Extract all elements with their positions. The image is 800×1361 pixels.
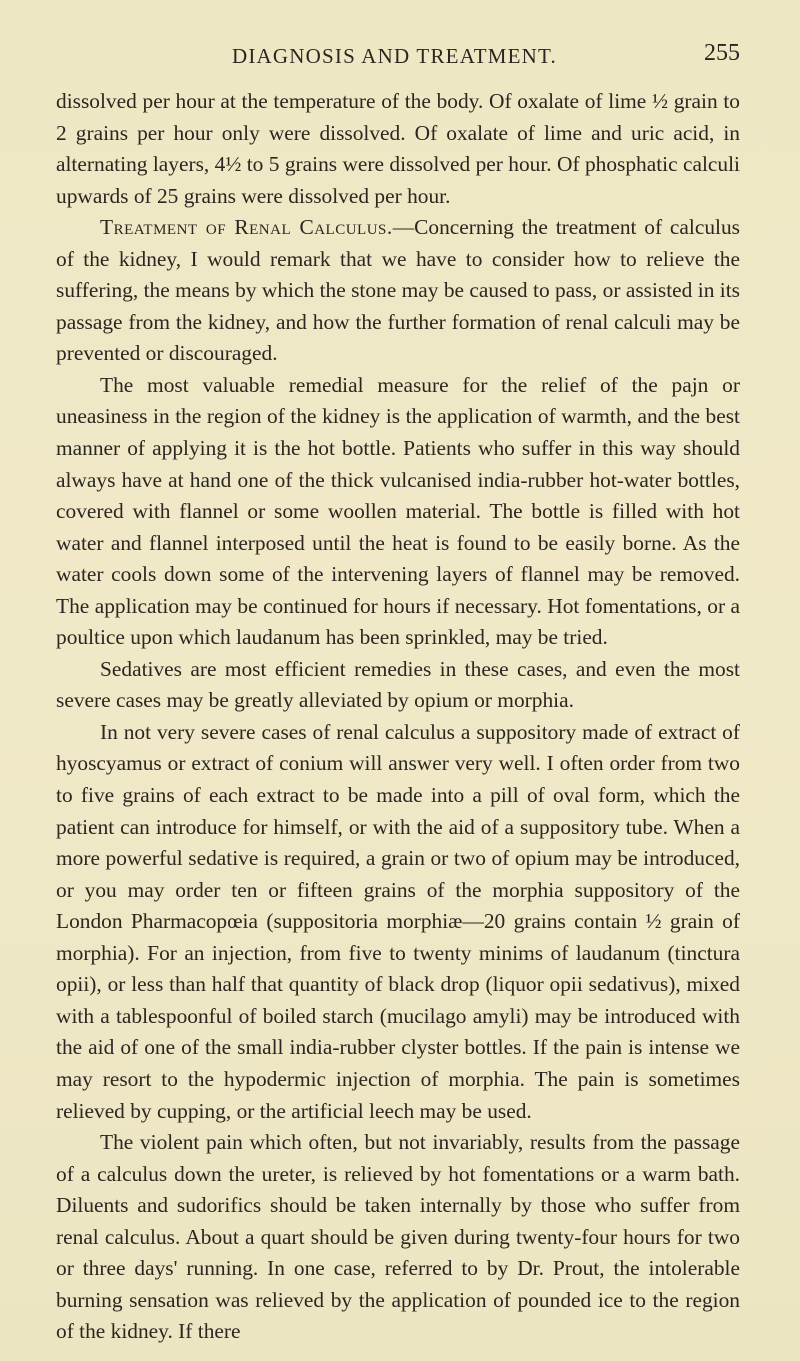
body-text <box>56 86 740 1348</box>
paragraph-sedatives: Sedatives are most efficient remedies in these cases, and even the most severe cases may be greatly alleviated by opium or morphia. <box>56 656 740 713</box>
paragraph-treatment <box>56 212 740 370</box>
paragraph-suppository: In not very severe cases of renal calculus a suppository made of extract of hyoscyamus or extract of conium will answer very well. I often order from two to five grains of each extract to be made into a pill of oval form, which the patient can introduce for himself, or with the aid of a suppository tube. When a more powerful sedative is required, a grain or two of opium may be introduced, or you may order ten or fifteen grains of the morphia suppository of the London Pharmacopœia (suppositoria morphiæ—20 grains contain ½ grain of morphia). For an injection, from five to twenty minims of laudanum (tinctura opii), or less than half that quantity of black drop (liquor opii sedativus), mixed with a tablespoonful of boiled starch (mucilago amyli) may be introduced with the aid of one of the small india-rubber clyster bottles. If the pain is intense we may resort to the hypodermic injection of morphia. The pain is sometimes relieved by cupping, or the artificial leech may be used. <box>56 719 740 1123</box>
paragraph-warmth: The most valuable remedial measure for the relief of the pajn or uneasiness in the region of the kidney is the application of warmth, and the best manner of applying it is the hot bottle. Patients who suffer in this way should always have at hand one of the thick vulcanised india-rubber hot-water bottles, covered with flannel or some woollen material. The bottle is filled with hot water and flannel interposed until the heat is found to be easily borne. As the water cools down some of the intervening layers of flannel may be removed. The application may be continued for hours if necessary. Hot fomentations, or a poultice upon which laudanum has been sprinkled, may be tried. <box>56 372 740 650</box>
running-head: DIAGNOSIS AND TREATMENT. <box>232 44 557 68</box>
paragraph-continuation: dissolved per hour at the temperature of the body. Of oxalate of lime ½ grain to 2 grains per hour only were dissolved. Of oxalate of lime and uric acid, in alternating layers, 4½ to 5 grains were dissolved per hour. Of phosphatic calculi upwards of 25 grains were dissolved per hour. <box>56 89 740 208</box>
section-heading: Treatment of Renal Calculus. <box>100 215 393 240</box>
paragraph-text: —Concerning the treatment of calculus of the kidney, I would remark that we have to consider how to relieve the suffering, the means by which the stone may be caused to pass, or assisted in its passage from the kidney, and how the further formation of renal calculi may be prevented or discouraged. <box>56 215 740 366</box>
page-header <box>0 40 800 74</box>
page-number: 255 <box>704 40 740 66</box>
paragraph-ureter: The violent pain which often, but not invariably, results from the passage of a calculus down the ureter, is relieved by hot fomentations or a warm bath. Diluents and sudorifics should be taken internally by those who suffer from renal calculus. About a quart should be given during twenty-four hours for two or three days' running. In one case, referred to by Dr. Prout, the intolerable burning sensation was relieved by the application of pounded ice to the region of the kidney. If there <box>56 1130 740 1344</box>
